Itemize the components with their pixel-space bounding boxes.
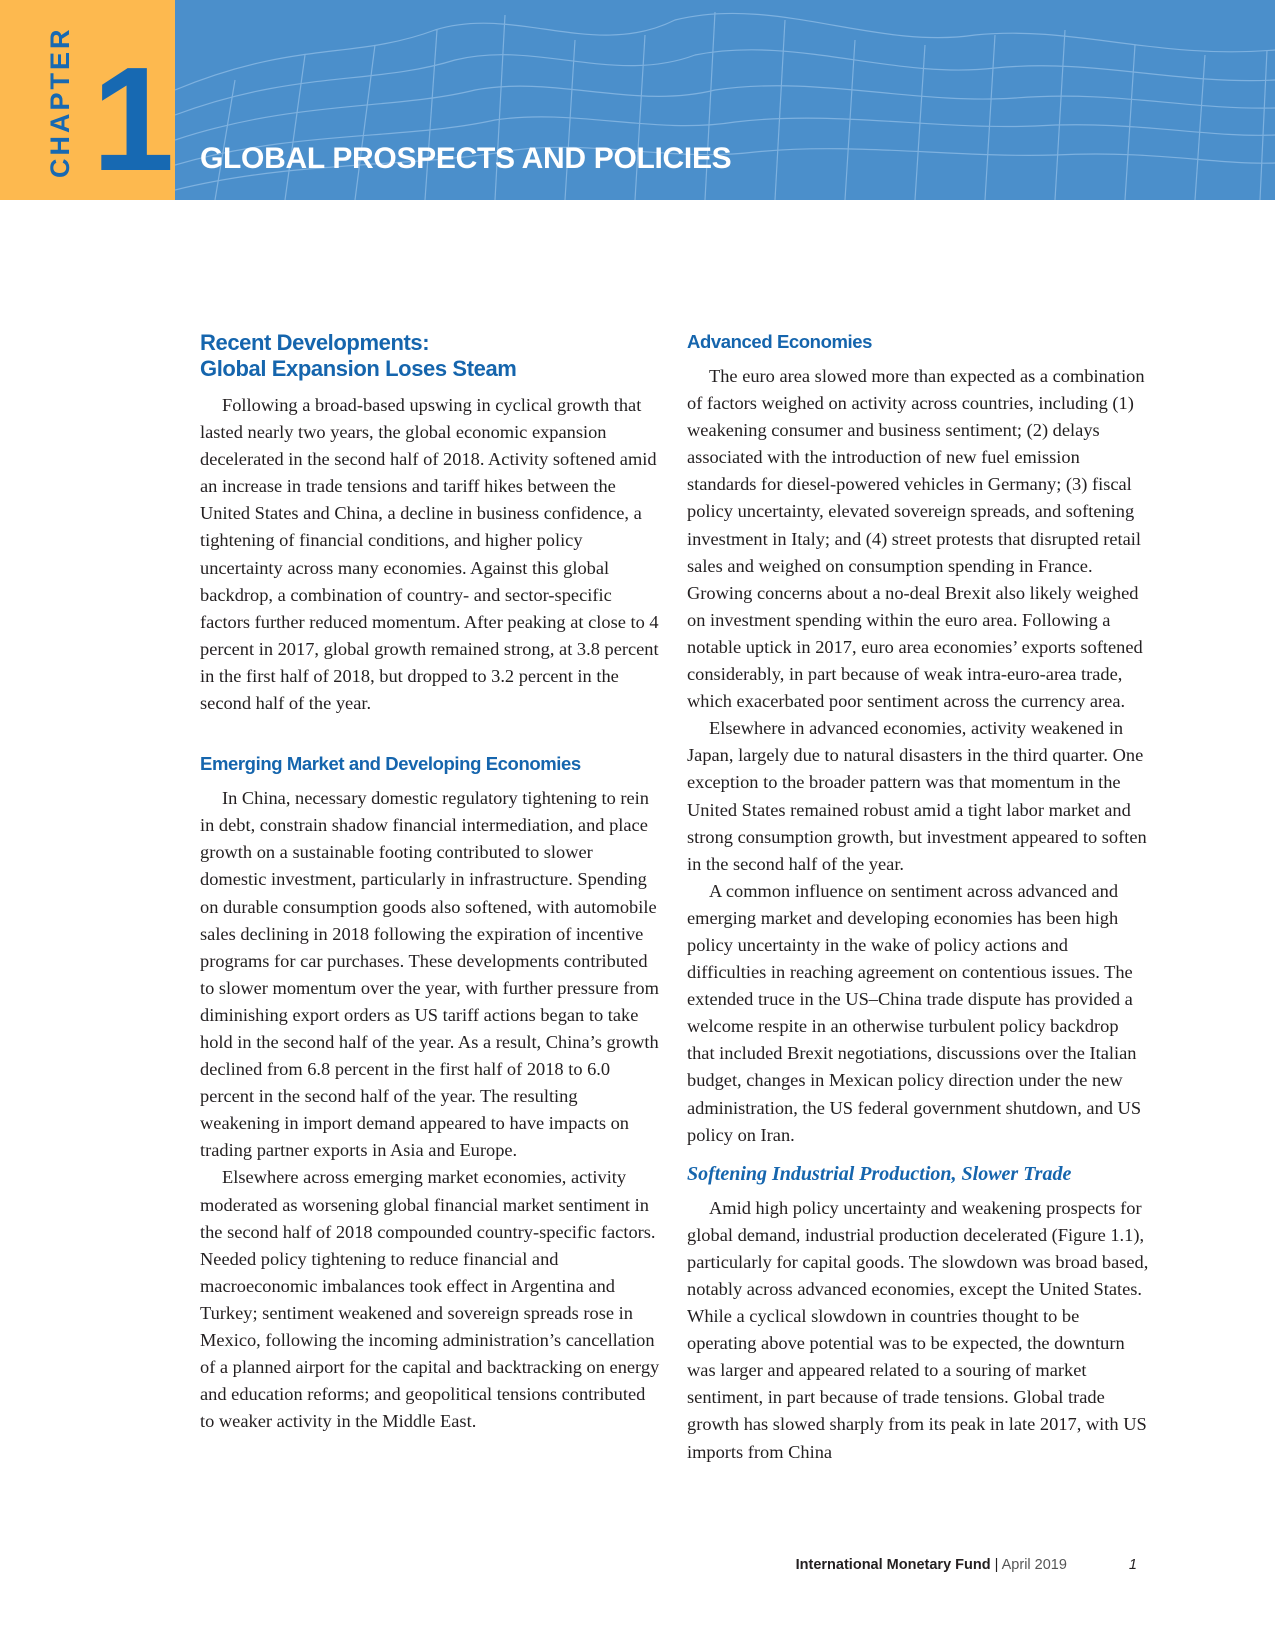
paragraph-emerging-elsewhere: Elsewhere across emerging market economies, activity moderated as worsening global financial market sentiment in the second half of 2018 compounded country-specific factors. Needed policy tightening to reduce financial and macroeconomic imbalances took effect in Argentina and Turkey; sentiment weakened and sovereign spreads rose in Mexico, following the incoming administration’s cancellation of a planned airport for the capital and backtracking on energy and education reforms; and geopolitical tensions contributed to weaker activity in the Middle East. [200, 1167, 660, 1432]
chapter-label-box [0, 0, 175, 200]
paragraph-euro-area: The euro area slowed more than expected as a combination of factors weighed on activity across countries, including (1) weakening consumer and business sentiment; (2) delays associated with the introduction of new fuel emission standards for diesel-powered vehicles in Germany; (3) fiscal policy uncertainty, elevated sovereign spreads, and softening investment in Italy; and (4) street protests that disrupted retail sales and weighed on consumption spending in France. Growing concerns about a no-deal Brexit also likely weighed on investment spending within the euro area. Following a notable uptick in 2017, euro area economies’ exports softened considerably, in part because of weak intra-euro-area trade, which exacerbated poor sentiment across the currency area. [687, 366, 1145, 712]
chapter-title: GLOBAL PROSPECTS AND POLICIES [200, 142, 732, 175]
chapter-number: 1 [92, 37, 175, 200]
italic-heading-industrial-production: Softening Industrial Production, Slower Trade [687, 1162, 1072, 1185]
footer-separator: | [990, 1557, 1002, 1573]
intro-paragraph: Following a broad-based upswing in cyclical growth that lasted nearly two years, the global economic expansion decelerated in the second half of 2018. Activity softened amid an increase in trade tensions and tariff hikes between the United States and China, a decline in business confidence, a tightening of financial conditions, and higher policy uncertainty across many economies. Against this global backdrop, a combination of country- and sector-specific factors further reduced momentum. After peaking at close to 4 percent in 2017, global growth remained strong, at 3.8 percent in the first half of 2018, but dropped to 3.2 percent in the second half of the year. [200, 395, 659, 714]
right-column [687, 330, 1149, 1466]
section-title-line1: Recent Developments: [200, 330, 430, 355]
paragraph-industrial-production: Amid high policy uncertainty and weakening prospects for global demand, industrial production decelerated (Figure 1.1), particularly for capital goods. The slowdown was broad based, notably across advanced economies, except the United States. While a cyclical slowdown in countries thought to be operating above potential was to be expected, the downturn was larger and appeared related to a souring of market sentiment, in part because of trade tensions. Global trade growth has slowed sharply from its peak in late 2017, with US imports from China [687, 1197, 1149, 1462]
section-title [200, 330, 660, 382]
paragraph-china: In China, necessary domestic regulatory tightening to rein in debt, constrain shadow financial intermediation, and place growth on a sustainable footing contributed to slower domestic investment, particularly in infrastructure. Spending on durable consumption goods also softened, with automobile sales declining in 2018 following the expiration of incentive programs for car purchases. These developments contributed to slower momentum over the year, with further pressure from diminishing export orders as US tariff actions began to take hold in the second half of the year. As a result, China’s growth declined from 6.8 percent in the first half of 2018 to 6.0 percent in the second half of the year. The resulting weakening in import demand appeared to have impacts on trading partner exports in Asia and Europe. [200, 788, 659, 1161]
page-number: 1 [1128, 1557, 1137, 1573]
footer-date: April 2019 [1001, 1557, 1067, 1573]
paragraph-policy-uncertainty: A common influence on sentiment across advanced and emerging market and developing economies has been high policy uncertainty in the wake of policy actions and difficulties in reaching agreement on contentious issues. The extended truce in the US–China trade dispute has provided a welcome respite in an otherwise turbulent policy backdrop that included Brexit negotiations, discussions over the Italian budget, changes in Mexican policy direction under the new administration, the US federal government shutdown, and US policy on Iran. [687, 880, 1142, 1145]
chapter-label: CHAPTER [45, 26, 75, 178]
subsection-title-emerging-markets: Emerging Market and Developing Economies [200, 753, 581, 775]
chapter-banner [0, 0, 1275, 200]
subsection-title-advanced-economies: Advanced Economies [687, 331, 873, 352]
left-column [200, 330, 660, 1435]
section-title-line2: Global Expansion Loses Steam [200, 356, 517, 381]
paragraph-advanced-elsewhere: Elsewhere in advanced economies, activity weakened in Japan, largely due to natural disasters in the third quarter. One exception to the broader pattern was that momentum in the United States remained robust amid a tight labor market and strong consumption growth, but investment appeared to soften in the second half of the year. [687, 718, 1147, 874]
page-footer [700, 1557, 1137, 1573]
footer-organization: International Monetary Fund [795, 1557, 991, 1573]
